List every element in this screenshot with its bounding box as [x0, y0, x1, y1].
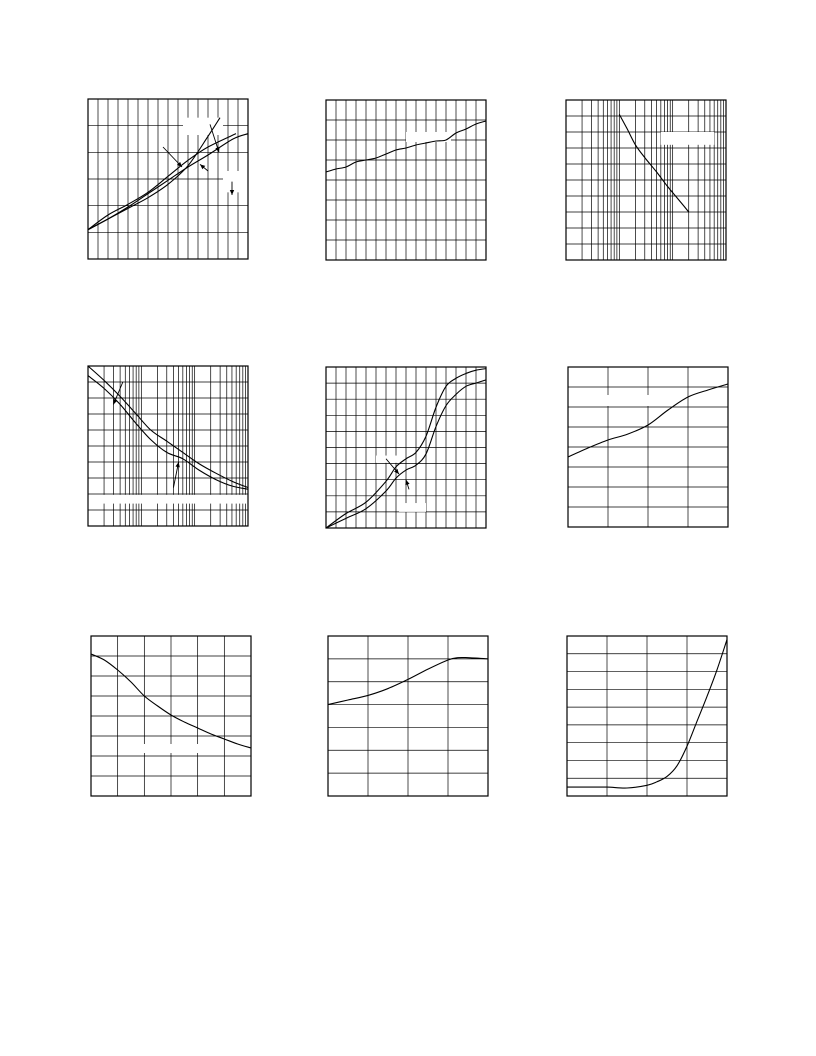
chart-panel-9 [567, 636, 727, 796]
label-area [661, 132, 714, 145]
chart-panel-7 [91, 636, 251, 796]
gridlines [91, 636, 251, 796]
gridlines [326, 100, 486, 260]
series-line-1 [619, 114, 688, 212]
series-line-2 [88, 376, 248, 490]
chart-svg [326, 100, 486, 260]
pointer-arrowhead-2 [405, 480, 409, 485]
gridlines [328, 636, 488, 796]
label-area [88, 495, 248, 504]
gridlines [566, 100, 726, 260]
chart-panel-2 [326, 100, 486, 260]
chart-svg [566, 100, 726, 260]
chart-svg [88, 366, 248, 526]
chart-panel-4 [88, 366, 248, 526]
pointer-arrowhead-4 [230, 190, 234, 195]
chart-svg [88, 99, 248, 259]
pointer-arrowhead-2 [175, 462, 179, 467]
chart-svg [568, 367, 728, 527]
label-area [399, 503, 426, 512]
chart-panel-5 [326, 367, 486, 528]
chart-panel-3 [566, 100, 726, 260]
series-line-1 [88, 366, 248, 488]
chart-svg [567, 636, 727, 796]
chart-panel-6 [568, 367, 728, 527]
series-line-2 [88, 134, 236, 230]
chart-svg [91, 636, 251, 796]
gridlines [567, 636, 727, 796]
chart-svg [328, 636, 488, 796]
label-area [223, 171, 248, 192]
chart-panel-1 [88, 99, 248, 259]
label-area [606, 395, 654, 406]
label-area [183, 118, 223, 135]
chart-panel-8 [328, 636, 488, 796]
label-area [142, 744, 202, 753]
chart-svg [326, 367, 486, 528]
